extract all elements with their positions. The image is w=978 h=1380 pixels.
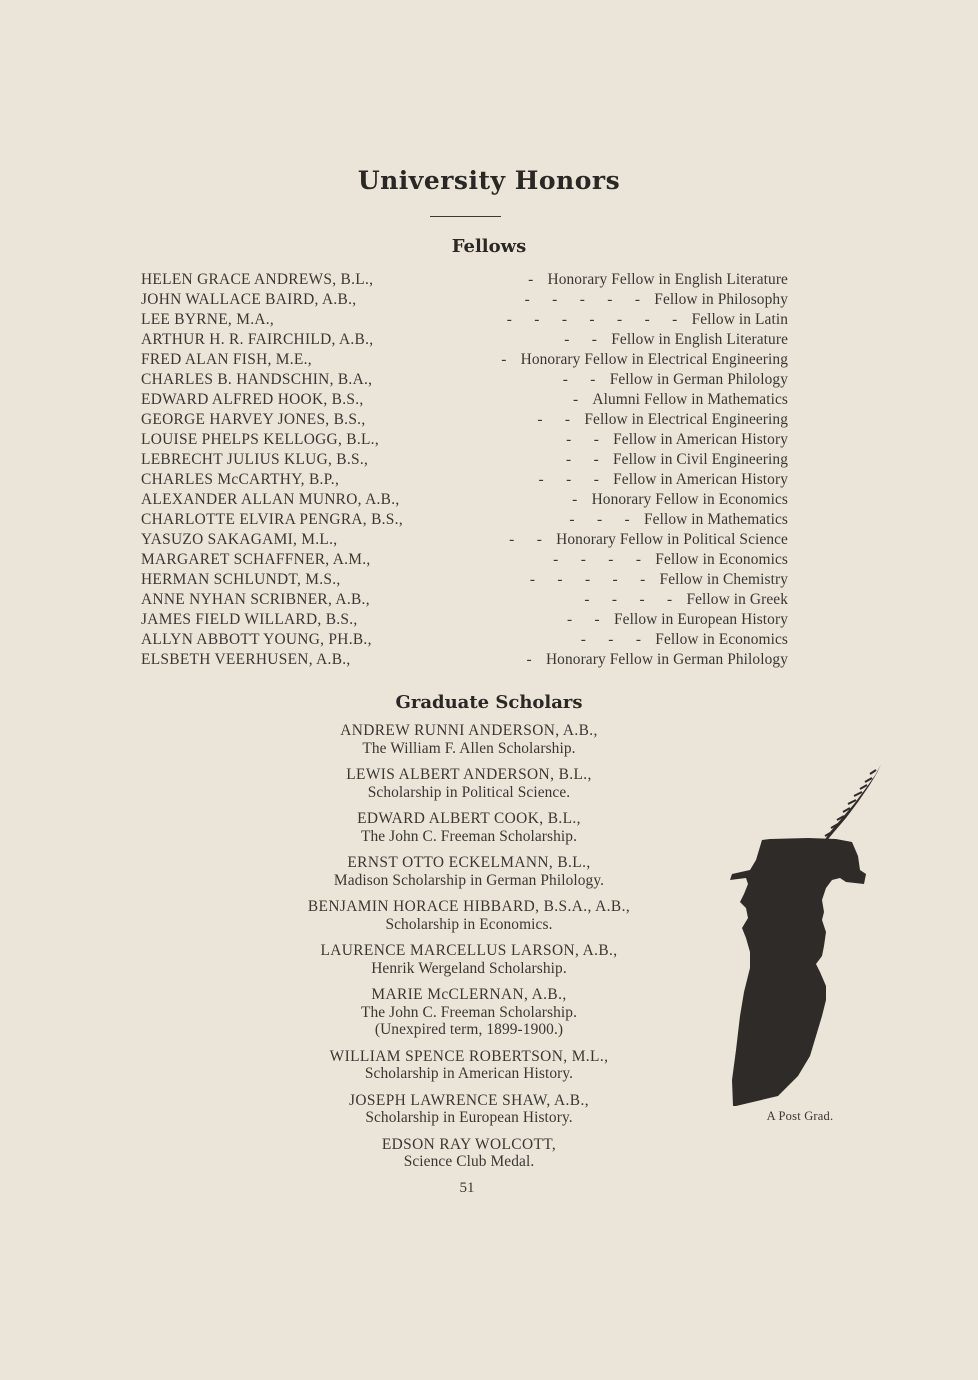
fellow-leader (567, 610, 788, 630)
scholarship-detail: Scholarship in Economics. (385, 915, 553, 933)
scholars-heading: Graduate Scholars (395, 692, 583, 713)
scholar-entry (230, 766, 708, 801)
fellow-name: ALEXANDER ALLAN MUNRO, A.B., (141, 491, 400, 508)
fellowship-title: Honorary Fellow in Electrical Engineering (520, 351, 788, 368)
fellow-dash-leader: - - - - - (524, 291, 641, 308)
fellow-leader (573, 390, 788, 410)
scholarship-detail: Madison Scholarship in German Philology. (333, 871, 605, 889)
fellow-name: HERMAN SCHLUNDT, M.S., (141, 571, 341, 588)
scholar-name: ERNST OTTO ECKELMANN, B.L., (347, 854, 591, 871)
fellow-dash-leader: - - (566, 431, 600, 448)
fellow-dash-leader: - - (509, 531, 543, 548)
fellow-dash-leader: - - - - - (529, 571, 646, 588)
scholar-entry (230, 810, 708, 845)
scholar-name: BENJAMIN HORACE HIBBARD, B.S.A., A.B., (307, 898, 631, 915)
fellow-leader (553, 550, 788, 570)
fellow-leader (564, 330, 788, 350)
scholarship-detail: Science Club Medal. (403, 1153, 535, 1170)
fellow-name: ALLYN ABBOTT YOUNG, PH.B., (141, 631, 372, 648)
fellow-row (141, 590, 788, 610)
fellow-dash-leader: - (501, 351, 507, 368)
fellow-name: ANNE NYHAN SCRIBNER, A.B., (141, 591, 370, 608)
fellow-dash-leader: - - (566, 611, 600, 628)
fellow-leader (527, 650, 788, 670)
scholar-entry (230, 986, 708, 1039)
scholar-name: EDWARD ALBERT COOK, B.L., (357, 810, 581, 827)
fellow-name: MARGARET SCHAFFNER, A.M., (141, 551, 371, 568)
fellow-dash-leader: - - - - (584, 591, 673, 608)
fellowship-title: Fellow in American History (613, 471, 788, 488)
fellow-row (141, 530, 788, 550)
fellow-name: LEBRECHT JULIUS KLUG, B.S., (141, 451, 369, 468)
scholar-name: ANDREW RUNNI ANDERSON, A.B., (340, 722, 598, 739)
fellow-name: ARTHUR H. R. FAIRCHILD, A.B., (141, 331, 374, 348)
scholarship-detail: (Unexpired term, 1899-1900.) (374, 1021, 564, 1038)
scholarship-detail: The John C. Freeman Scholarship. (360, 1003, 578, 1021)
fellow-row (141, 650, 788, 670)
fellow-row (141, 310, 788, 330)
fellow-row (141, 510, 788, 530)
fellow-dash-leader: - - - (538, 471, 600, 488)
fellowship-title: Honorary Fellow in Economics (591, 491, 788, 508)
fellowship-title: Fellow in Mathematics (643, 511, 788, 528)
fellow-name: JAMES FIELD WILLARD, B.S., (141, 611, 358, 628)
fellow-dash-leader: - - - - - - - (506, 311, 678, 328)
fellow-name: CHARLES McCARTHY, B.P., (141, 471, 340, 488)
fellow-row (141, 610, 788, 630)
page-title: University Honors (357, 166, 621, 195)
fellow-name: LEE BYRNE, M.A., (141, 311, 275, 328)
fellow-name: LOUISE PHELPS KELLOGG, B.L., (141, 431, 379, 448)
fellow-leader (569, 510, 788, 530)
fellow-dash-leader: - (572, 391, 579, 408)
scholar-name: MARIE McCLERNAN, A.B., (371, 986, 567, 1003)
scholarship-detail: Scholarship in European History. (365, 1109, 573, 1126)
fellow-row (141, 570, 788, 590)
fellow-row (141, 550, 788, 570)
fellow-dash-leader: - - - (569, 511, 630, 528)
fellowship-title: Fellow in Economics (655, 631, 788, 648)
fellow-leader (581, 630, 788, 650)
fellow-leader (509, 530, 788, 550)
fellow-leader (572, 490, 788, 510)
fellowship-title: Fellow in Greek (686, 591, 788, 608)
fellow-dash-leader: - (528, 271, 534, 288)
scholar-entry (230, 1136, 708, 1171)
fellow-leader (507, 310, 788, 330)
page-number: 51 (459, 1180, 475, 1196)
fellow-leader (528, 270, 788, 290)
fellowship-title: Fellow in Chemistry (659, 571, 788, 588)
fellow-row (141, 430, 788, 450)
fellow-row (141, 410, 788, 430)
fellow-name: FRED ALAN FISH, M.E., (141, 351, 312, 368)
scholar-name: JOSEPH LAWRENCE SHAW, A.B., (349, 1091, 589, 1109)
fellows-list (141, 270, 788, 670)
fellow-dash-leader: - (526, 651, 532, 668)
fellowship-title: Fellow in Philosophy (654, 291, 788, 308)
fellowship-title: Fellow in German Philology (609, 371, 788, 388)
fellow-name: YASUZO SAKAGAMI, M.L., (141, 531, 338, 548)
fellow-leader (563, 370, 788, 390)
scholar-entry (230, 942, 708, 977)
scholar-name: LEWIS ALBERT ANDERSON, B.L., (346, 766, 592, 783)
scholar-entry (230, 722, 708, 757)
scholarship-detail: Scholarship in Political Science. (367, 783, 571, 801)
scholar-name: EDSON RAY WOLCOTT, (381, 1135, 557, 1153)
silhouette-profile-hat-icon (726, 760, 886, 1110)
fellow-name: CHARLOTTE ELVIRA PENGRA, B.S., (141, 511, 403, 528)
fellow-row (141, 370, 788, 390)
fellow-row (141, 470, 788, 490)
scholar-entry (230, 854, 708, 889)
scholarship-detail: Henrik Wergeland Scholarship. (371, 959, 567, 977)
fellowship-title: Alumni Fellow in Mathematics (592, 391, 788, 408)
fellow-dash-leader: - - (564, 331, 598, 348)
fellow-dash-leader: - - (562, 371, 596, 388)
fellow-dash-leader: - - - - (553, 551, 642, 568)
fellowship-title: Honorary Fellow in English Literature (547, 271, 788, 288)
silhouette-caption: A Post Grad. (766, 1109, 834, 1123)
fellow-row (141, 290, 788, 310)
fellow-dash-leader: - - - (580, 631, 642, 648)
title-divider (430, 216, 501, 217)
scholar-entry (230, 1048, 708, 1083)
scholarship-detail: The John C. Freeman Scholarship. (360, 827, 578, 845)
fellow-name: GEORGE HARVEY JONES, B.S., (141, 411, 366, 428)
scholar-entry (230, 898, 708, 933)
fellow-row (141, 390, 788, 410)
fellow-leader (537, 410, 788, 430)
fellow-name: EDWARD ALFRED HOOK, B.S., (141, 391, 364, 408)
fellow-name: ELSBETH VEERHUSEN, A.B., (141, 651, 351, 668)
fellow-name: JOHN WALLACE BAIRD, A.B., (141, 291, 357, 308)
fellow-dash-leader: - - (537, 411, 571, 428)
fellowship-title: Fellow in Latin (691, 311, 788, 328)
fellowship-title: Fellow in American History (613, 431, 788, 448)
scholar-name: WILLIAM SPENCE ROBERTSON, M.L., (329, 1047, 609, 1065)
fellow-leader (584, 590, 788, 610)
fellow-row (141, 330, 788, 350)
fellow-leader (566, 450, 788, 470)
fellow-dash-leader: - - (566, 451, 600, 468)
scholarship-detail: Scholarship in American History. (364, 1065, 574, 1082)
fellowship-title: Fellow in English Literature (611, 331, 788, 348)
fellow-leader (539, 470, 788, 490)
fellowship-title: Honorary Fellow in German Philology (545, 651, 788, 668)
fellow-row (141, 490, 788, 510)
fellow-leader (525, 290, 788, 310)
scholar-entry (230, 1092, 708, 1127)
fellowship-title: Fellow in European History (613, 611, 788, 628)
fellowship-title: Fellow in Economics (655, 551, 788, 568)
fellow-leader (530, 570, 788, 590)
fellowship-title: Fellow in Civil Engineering (613, 451, 788, 468)
fellow-row (141, 270, 788, 290)
fellow-dash-leader: - (572, 491, 578, 508)
scholarship-detail: The William F. Allen Scholarship. (362, 739, 576, 757)
fellow-name: HELEN GRACE ANDREWS, B.L., (141, 271, 374, 288)
fellow-row (141, 350, 788, 370)
fellow-name: CHARLES B. HANDSCHIN, B.A., (141, 371, 373, 388)
fellow-leader (501, 350, 788, 370)
fellowship-title: Fellow in Electrical Engineering (584, 411, 788, 428)
fellow-leader (566, 430, 788, 450)
fellow-row (141, 630, 788, 650)
scholars-list (230, 722, 708, 1180)
fellowship-title: Honorary Fellow in Political Science (556, 531, 788, 548)
fellow-row (141, 450, 788, 470)
scholar-name: LAURENCE MARCELLUS LARSON, A.B., (320, 942, 618, 959)
fellows-heading: Fellows (451, 236, 527, 257)
